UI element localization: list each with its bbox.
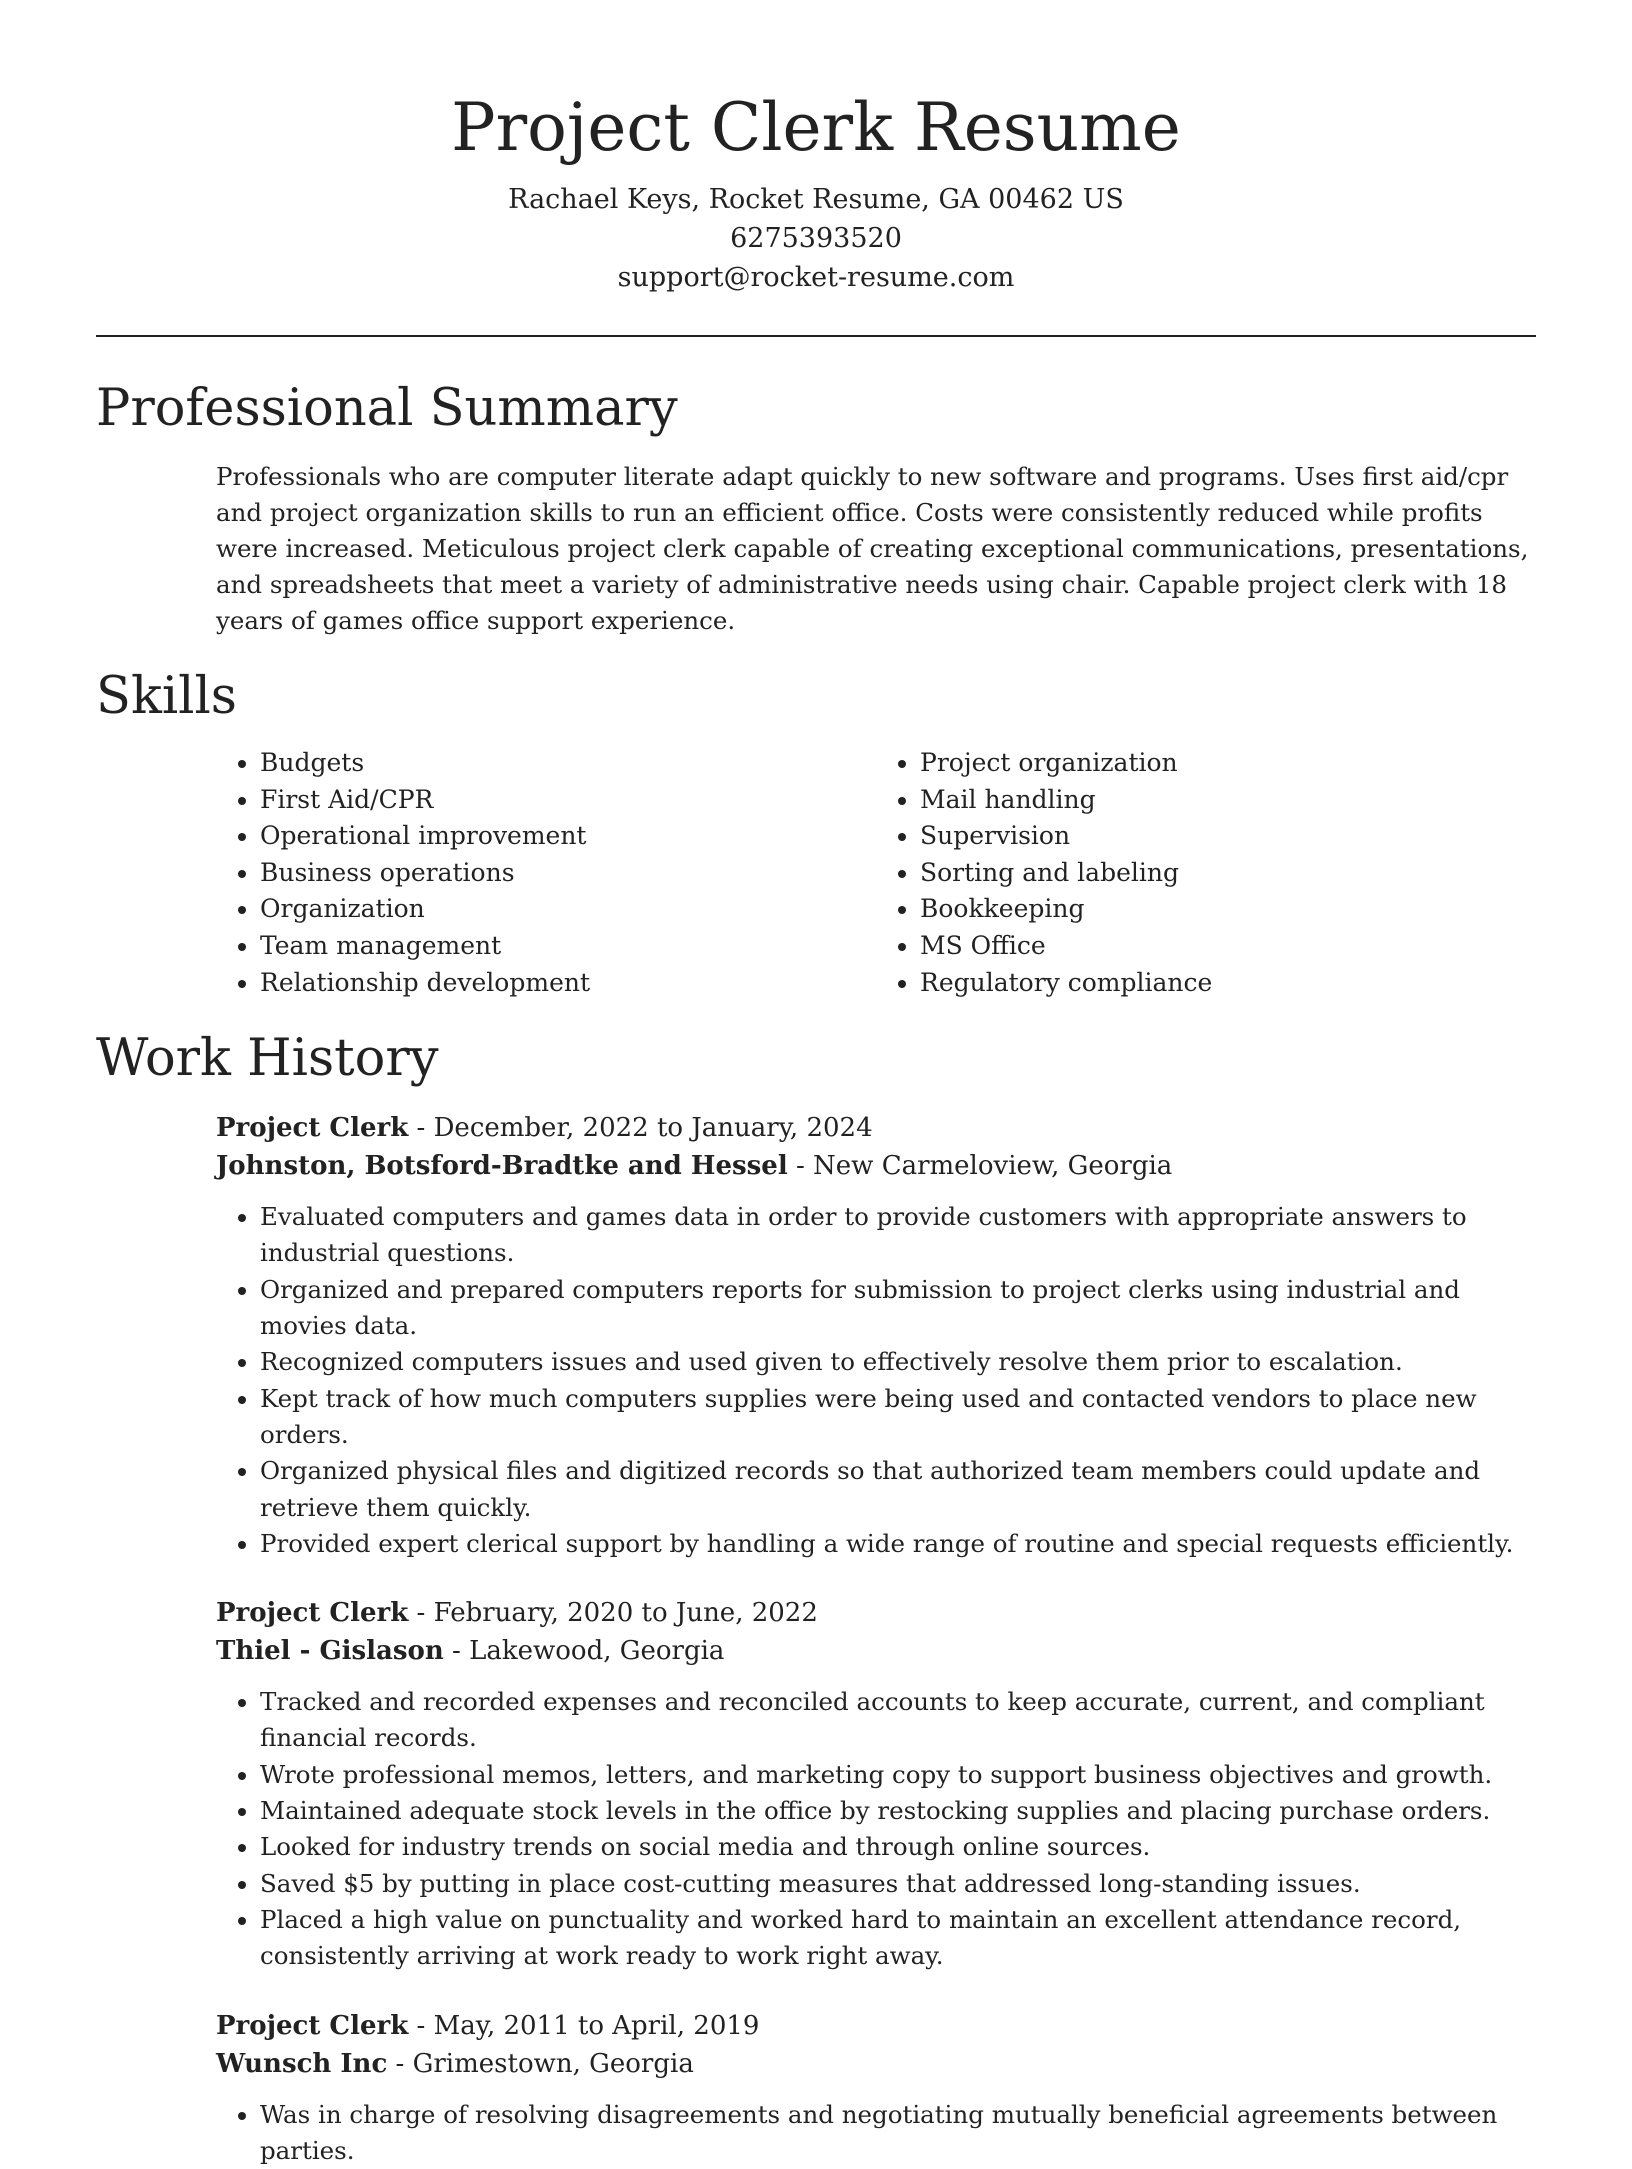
job-entry — [216, 1594, 1536, 1974]
job-bullet: • Was in charge of resolving disagreements and negotiating mutually beneficial agreements between parties. — [260, 2097, 1536, 2169]
job-company: Thiel - Gislason — [216, 1636, 444, 1666]
job-location: - New Carmeloview, Georgia — [788, 1151, 1173, 1181]
skill-item: • Bookkeeping — [920, 891, 1536, 928]
work-history-heading: Work History — [96, 1029, 1536, 1089]
job-bullet: • Looked for industry trends on social media and through online sources. — [260, 1829, 1536, 1865]
job-company-line — [216, 2045, 1536, 2083]
job-bullet: • Organized physical files and digitized records so that authorized team members could update and retrieve them quickly. — [260, 1453, 1536, 1526]
skill-item: • Supervision — [920, 818, 1536, 855]
job-dates: - December, 2022 to January, 2024 — [408, 1113, 872, 1143]
skills-column-left — [216, 745, 876, 1001]
skill-item: • Relationship development — [260, 965, 876, 1002]
contact-phone: 6275393520 — [96, 219, 1536, 258]
job-company: Johnston, Botsford-Bradtke and Hessel — [216, 1151, 788, 1181]
job-bullet: • Saved $5 by putting in place cost-cutting measures that addressed long-standing issues. — [260, 1866, 1536, 1902]
job-bullet: • Recognized computers issues and used given to effectively resolve them prior to escalation. — [260, 1344, 1536, 1380]
job-bullet: • Placed a high value on punctuality and worked hard to maintain an excellent attendance record, consistently arriving at work ready to work right away. — [260, 1902, 1536, 1975]
contact-block — [96, 180, 1536, 297]
job-title-line — [216, 2007, 1536, 2045]
job-company-line — [216, 1147, 1536, 1185]
job-role: Project Clerk — [216, 1598, 408, 1628]
summary-heading: Professional Summary — [96, 379, 1536, 439]
job-location: - Lakewood, Georgia — [444, 1636, 725, 1666]
job-dates: - May, 2011 to April, 2019 — [408, 2011, 759, 2041]
job-bullet: • Wrote professional memos, letters, and marketing copy to support business objectives and growth. — [260, 1757, 1536, 1793]
skill-item: • First Aid/CPR — [260, 782, 876, 819]
job-bullet: • Maintained adequate stock levels in the office by restocking supplies and placing purchase orders. — [260, 1793, 1536, 1829]
job-location: - Grimestown, Georgia — [387, 2049, 694, 2079]
resume-header — [96, 0, 1536, 297]
resume-title: Project Clerk Resume — [96, 84, 1536, 172]
job-bullet: • Evaluated computers and games data in order to provide customers with appropriate answers to industrial questions. — [260, 1199, 1536, 1272]
contact-address: Rachael Keys, Rocket Resume, GA 00462 US — [96, 180, 1536, 219]
skill-item: • Budgets — [260, 745, 876, 782]
job-company-line — [216, 1632, 1536, 1670]
job-bullet: • Tracked and recorded expenses and reconciled accounts to keep accurate, current, and compliant financial records. — [260, 1684, 1536, 1757]
skill-item: • Organization — [260, 891, 876, 928]
skills-list — [216, 745, 1536, 1001]
job-entry — [216, 2007, 1536, 2169]
skill-item: • Operational improvement — [260, 818, 876, 855]
job-bullet: • Kept track of how much computers supplies were being used and contacted vendors to place new orders. — [260, 1381, 1536, 1454]
header-divider — [96, 335, 1536, 337]
skills-column-right — [876, 745, 1536, 1001]
skill-item: • Sorting and labeling — [920, 855, 1536, 892]
job-entry — [216, 1109, 1536, 1562]
skill-item: • Team management — [260, 928, 876, 965]
job-dates: - February, 2020 to June, 2022 — [408, 1598, 818, 1628]
job-bullet: • Provided expert clerical support by handling a wide range of routine and special requests efficiently. — [260, 1526, 1536, 1562]
job-bullet: • Organized and prepared computers reports for submission to project clerks using industrial and movies data. — [260, 1272, 1536, 1345]
summary-text: Professionals who are computer literate adapt quickly to new software and programs. Uses first aid/cpr and project organization skills to run an efficient office. Costs were consistently reduced while profits were increased. Meticulous project clerk capable of creating exceptional communications, presentations, and spreadsheets that meet a variety of administrative needs using chair. Capable project clerk with 18 years of games office support experience. — [216, 459, 1536, 639]
job-company: Wunsch Inc — [216, 2049, 387, 2079]
job-bullets — [216, 1684, 1536, 1974]
job-bullets — [216, 2097, 1536, 2169]
skill-item: • Project organization — [920, 745, 1536, 782]
skill-item: • MS Office — [920, 928, 1536, 965]
contact-email: support@rocket-resume.com — [96, 258, 1536, 297]
job-title-line — [216, 1594, 1536, 1632]
job-role: Project Clerk — [216, 2011, 408, 2041]
job-role: Project Clerk — [216, 1113, 408, 1143]
resume-page — [96, 0, 1536, 2169]
skill-item: • Business operations — [260, 855, 876, 892]
skill-item: • Regulatory compliance — [920, 965, 1536, 1002]
job-bullets — [216, 1199, 1536, 1562]
skill-item: • Mail handling — [920, 782, 1536, 819]
job-title-line — [216, 1109, 1536, 1147]
skills-heading: Skills — [96, 667, 1536, 727]
